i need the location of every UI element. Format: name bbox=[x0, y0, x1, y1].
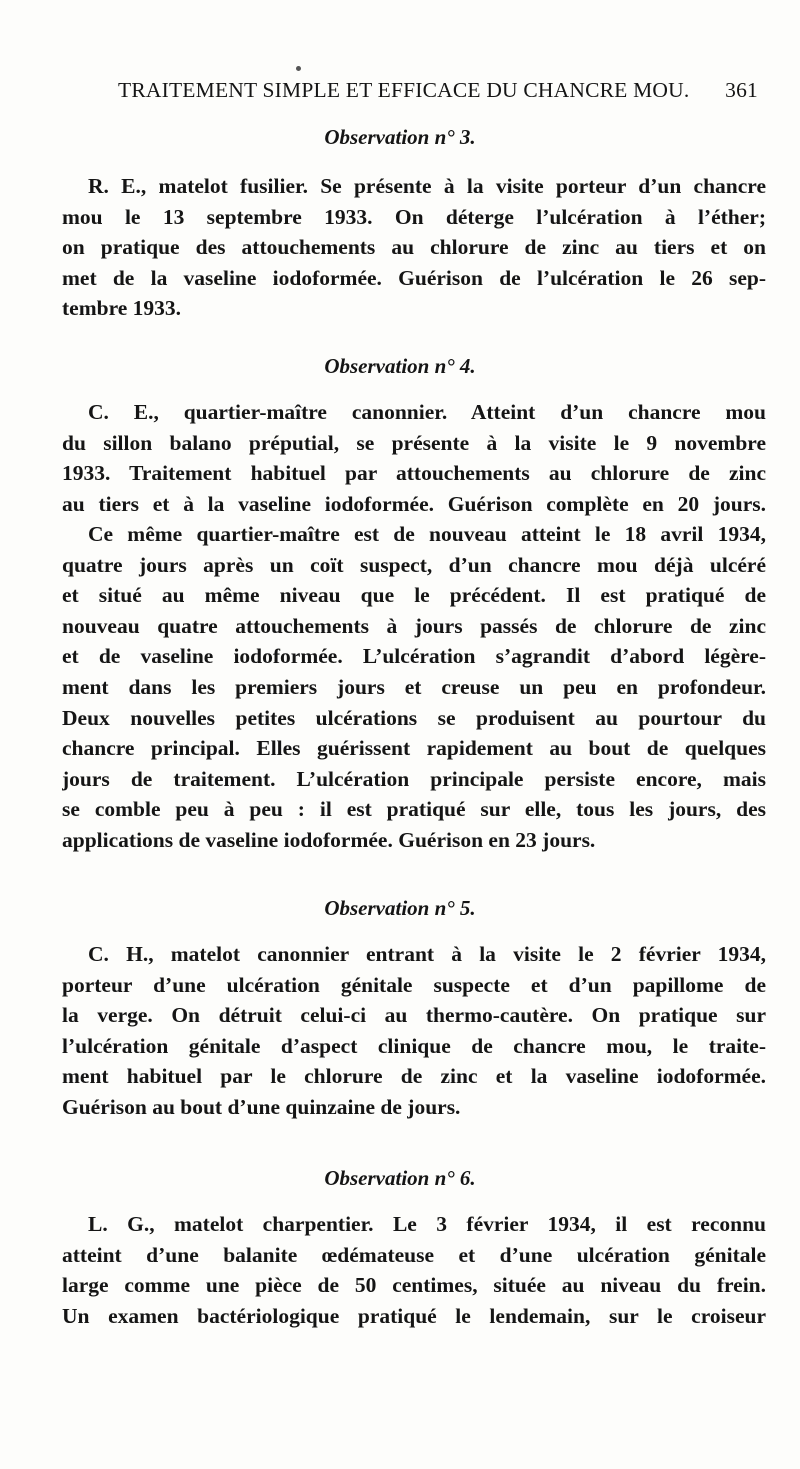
text-line: jours de traitement. L’ulcération principale persiste encore, mais bbox=[62, 766, 766, 791]
observation-6-paragraph bbox=[62, 1209, 766, 1331]
text-line: et situé au même niveau que le précédent. Il est pratiqué de bbox=[62, 583, 766, 608]
text-line: C. E., quartier-maître canonnier. Atteint d’un chancre mou bbox=[88, 400, 766, 424]
ink-speck bbox=[296, 66, 301, 71]
text-line: et de vaseline iodoformée. L’ulcération s’agrandit d’abord légère- bbox=[62, 644, 766, 669]
text-line: atteint d’une balanite œdémateuse et d’une ulcération génitale bbox=[62, 1242, 766, 1267]
text-line: du sillon balano préputial, se présente à la visite le 9 novembre bbox=[62, 430, 766, 455]
text-line: nouveau quatre attouchements à jours passés de chlorure de zinc bbox=[62, 613, 766, 638]
page-number: 361 bbox=[725, 78, 758, 102]
observation-6-title: Observation n° 6. bbox=[324, 1166, 476, 1190]
text-line: Un examen bactériologique pratiqué le lendemain, sur le croiseur bbox=[62, 1303, 766, 1328]
text-line: Deux nouvelles petites ulcérations se produisent au pourtour du bbox=[62, 705, 766, 730]
text-line: se comble peu à peu : il est pratiqué sur elle, tous les jours, des bbox=[62, 797, 766, 822]
text-line: large comme une pièce de 50 centimes, située au niveau du frein. bbox=[62, 1273, 766, 1298]
running-title: TRAITEMENT SIMPLE ET EFFICACE DU CHANCRE MOU. bbox=[118, 78, 690, 102]
text-line: Guérison au bout d’une quinzaine de jours. bbox=[62, 1094, 461, 1119]
text-line: la verge. On détruit celui-ci au thermo-cautère. On pratique sur bbox=[62, 1003, 766, 1028]
observation-5-title: Observation n° 5. bbox=[324, 896, 476, 920]
observation-5-paragraph bbox=[62, 939, 766, 1123]
running-header bbox=[118, 78, 758, 108]
text-line: mou le 13 septembre 1933. On déterge l’ulcération à l’éther; bbox=[62, 204, 766, 229]
text-line: R. E., matelot fusilier. Se présente à la visite porteur d’un chancre bbox=[88, 174, 766, 198]
text-line: L. G., matelot charpentier. Le 3 février 1934, il est reconnu bbox=[88, 1212, 766, 1236]
text-line: quatre jours après un coït suspect, d’un chancre mou déjà ulcéré bbox=[62, 552, 766, 577]
observation-3-paragraph bbox=[62, 171, 766, 324]
text-line: l’ulcération génitale d’aspect clinique de chancre mou, le traite- bbox=[62, 1033, 766, 1058]
text-line: ment dans les premiers jours et creuse un peu en profondeur. bbox=[62, 674, 766, 699]
text-line: C. H., matelot canonnier entrant à la visite le 2 février 1934, bbox=[88, 942, 766, 966]
observation-4-title: Observation n° 4. bbox=[324, 354, 476, 378]
observation-4-paragraph-1 bbox=[62, 397, 766, 519]
text-line: ment habituel par le chlorure de zinc et la vaseline iodoformée. bbox=[62, 1064, 766, 1089]
text-line: chancre principal. Elles guérissent rapidement au bout de quelques bbox=[62, 736, 766, 761]
text-line: au tiers et à la vaseline iodoformée. Guérison complète en 20 jours. bbox=[62, 491, 766, 516]
observation-4-paragraph-2 bbox=[62, 519, 766, 856]
observation-3-title: Observation n° 3. bbox=[324, 125, 476, 149]
text-line: applications de vaseline iodoformée. Guérison en 23 jours. bbox=[62, 827, 596, 852]
text-line: on pratique des attouchements au chlorure de zinc au tiers et on bbox=[62, 235, 766, 260]
text-line: Ce même quartier-maître est de nouveau atteint le 18 avril 1934, bbox=[88, 522, 766, 546]
text-line: tembre 1933. bbox=[62, 296, 182, 321]
text-line: porteur d’une ulcération génitale suspecte et d’un papillome de bbox=[62, 972, 766, 997]
text-line: 1933. Traitement habituel par attouchements au chlorure de zinc bbox=[62, 461, 766, 486]
text-line: met de la vaseline iodoformée. Guérison de l’ulcération le 26 sep- bbox=[62, 265, 766, 290]
